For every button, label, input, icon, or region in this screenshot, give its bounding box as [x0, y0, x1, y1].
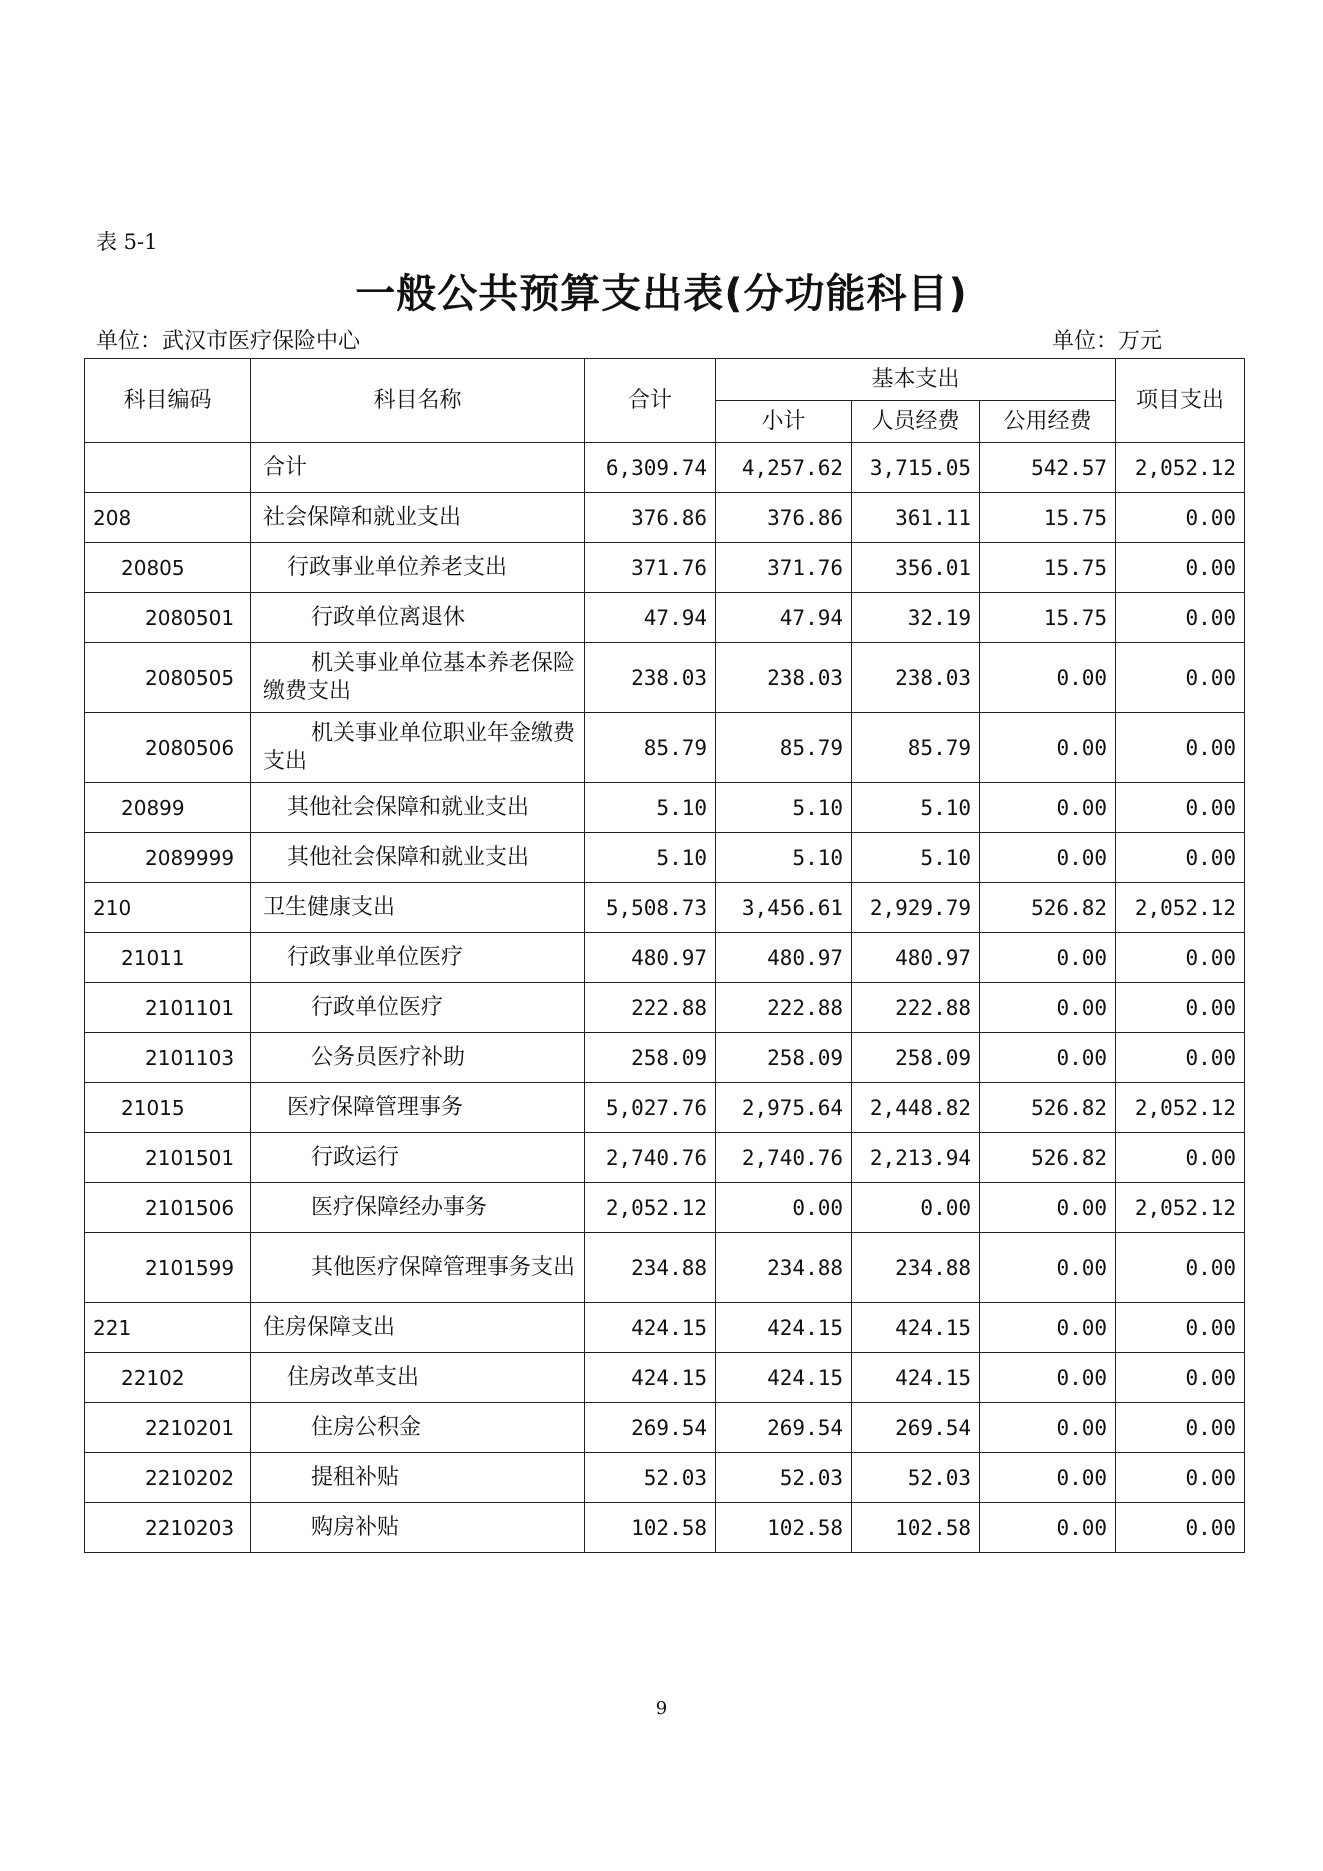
cell-subtotal: 47.94: [716, 593, 852, 643]
cell-subtotal: 480.97: [716, 933, 852, 983]
cell-personnel: 361.11: [852, 493, 980, 543]
table-row: [85, 1303, 1245, 1353]
cell-code: 2080501: [85, 593, 251, 643]
table-row: [85, 493, 1245, 543]
budget-table: [84, 358, 1245, 1553]
cell-code: 2210201: [85, 1403, 251, 1453]
cell-public: 526.82: [980, 883, 1116, 933]
cell-public: 0.00: [980, 1453, 1116, 1503]
cell-total: 5.10: [585, 783, 716, 833]
cell-personnel: 32.19: [852, 593, 980, 643]
cell-name: 行政事业单位医疗: [251, 933, 585, 983]
cell-project: 0.00: [1116, 643, 1245, 713]
cell-personnel: 238.03: [852, 643, 980, 713]
cell-project: 0.00: [1116, 543, 1245, 593]
table-row: [85, 1083, 1245, 1133]
cell-total: 222.88: [585, 983, 716, 1033]
table-row: [85, 1453, 1245, 1503]
cell-project: 0.00: [1116, 1503, 1245, 1553]
table-row: [85, 1403, 1245, 1453]
cell-subtotal: 376.86: [716, 493, 852, 543]
cell-code: 2101103: [85, 1033, 251, 1083]
cell-project: 0.00: [1116, 1453, 1245, 1503]
header-basic-group: 基本支出: [716, 359, 1116, 401]
cell-total: 2,740.76: [585, 1133, 716, 1183]
cell-public: 0.00: [980, 1403, 1116, 1453]
cell-code: 2101501: [85, 1133, 251, 1183]
cell-total: 424.15: [585, 1353, 716, 1403]
table-row: [85, 1233, 1245, 1303]
cell-name: 公务员医疗补助: [251, 1033, 585, 1083]
cell-personnel: 5.10: [852, 833, 980, 883]
cell-total: 5.10: [585, 833, 716, 883]
page-number: 9: [655, 1698, 668, 1719]
cell-project: 0.00: [1116, 1233, 1245, 1303]
cell-total: 2,052.12: [585, 1183, 716, 1233]
cell-total: 238.03: [585, 643, 716, 713]
table-row: [85, 543, 1245, 593]
cell-personnel: 0.00: [852, 1183, 980, 1233]
cell-code: [85, 443, 251, 493]
cell-project: 0.00: [1116, 933, 1245, 983]
cell-code: 22102: [85, 1353, 251, 1403]
cell-name: 合计: [251, 443, 585, 493]
table-row: [85, 1503, 1245, 1553]
cell-project: 0.00: [1116, 1403, 1245, 1453]
table-row: [85, 783, 1245, 833]
unit-currency: 单位：万元: [1052, 329, 1163, 354]
cell-total: 102.58: [585, 1503, 716, 1553]
cell-project: 2,052.12: [1116, 1083, 1245, 1133]
table-number: 表 5-1: [96, 230, 158, 254]
cell-project: 0.00: [1116, 713, 1245, 783]
cell-subtotal: 5.10: [716, 783, 852, 833]
table-row: [85, 883, 1245, 933]
cell-subtotal: 0.00: [716, 1183, 852, 1233]
table-body: [85, 443, 1245, 1553]
cell-total: 376.86: [585, 493, 716, 543]
cell-name: 住房保障支出: [251, 1303, 585, 1353]
cell-subtotal: 5.10: [716, 833, 852, 883]
cell-subtotal: 424.15: [716, 1303, 852, 1353]
cell-name: 行政事业单位养老支出: [251, 543, 585, 593]
cell-subtotal: 234.88: [716, 1233, 852, 1303]
cell-personnel: 480.97: [852, 933, 980, 983]
table-row: [85, 1183, 1245, 1233]
cell-subtotal: 2,975.64: [716, 1083, 852, 1133]
cell-personnel: 258.09: [852, 1033, 980, 1083]
cell-total: 47.94: [585, 593, 716, 643]
cell-code: 21011: [85, 933, 251, 983]
cell-public: 0.00: [980, 643, 1116, 713]
cell-code: 2080505: [85, 643, 251, 713]
cell-personnel: 356.01: [852, 543, 980, 593]
cell-public: 15.75: [980, 543, 1116, 593]
cell-total: 85.79: [585, 713, 716, 783]
table-row: [85, 593, 1245, 643]
cell-personnel: 424.15: [852, 1353, 980, 1403]
cell-code: 2101599: [85, 1233, 251, 1303]
cell-subtotal: 258.09: [716, 1033, 852, 1083]
cell-project: 0.00: [1116, 493, 1245, 543]
cell-code: 2101506: [85, 1183, 251, 1233]
cell-code: 210: [85, 883, 251, 933]
cell-code: 221: [85, 1303, 251, 1353]
cell-public: 0.00: [980, 783, 1116, 833]
cell-name: 住房公积金: [251, 1403, 585, 1453]
cell-personnel: 5.10: [852, 783, 980, 833]
cell-code: 2210202: [85, 1453, 251, 1503]
cell-name: 提租补贴: [251, 1453, 585, 1503]
cell-personnel: 234.88: [852, 1233, 980, 1303]
cell-name: 医疗保障经办事务: [251, 1183, 585, 1233]
cell-name: 社会保障和就业支出: [251, 493, 585, 543]
cell-subtotal: 424.15: [716, 1353, 852, 1403]
header-subtotal: 小计: [716, 401, 852, 443]
table-row: [85, 643, 1245, 713]
cell-project: 0.00: [1116, 1133, 1245, 1183]
cell-name: 购房补贴: [251, 1503, 585, 1553]
cell-code: 2101101: [85, 983, 251, 1033]
cell-project: 0.00: [1116, 833, 1245, 883]
cell-code: 21015: [85, 1083, 251, 1133]
cell-project: 2,052.12: [1116, 883, 1245, 933]
table-row: [85, 983, 1245, 1033]
cell-personnel: 424.15: [852, 1303, 980, 1353]
cell-subtotal: 269.54: [716, 1403, 852, 1453]
header-personnel: 人员经费: [852, 401, 980, 443]
cell-project: 0.00: [1116, 1033, 1245, 1083]
table-row: [85, 933, 1245, 983]
table-row-total: [85, 443, 1245, 493]
table-row: [85, 713, 1245, 783]
cell-total: 371.76: [585, 543, 716, 593]
cell-project: 2,052.12: [1116, 443, 1245, 493]
cell-personnel: 2,448.82: [852, 1083, 980, 1133]
cell-personnel: 222.88: [852, 983, 980, 1033]
page-title: 一般公共预算支出表(分功能科目): [355, 271, 968, 317]
cell-public: 15.75: [980, 493, 1116, 543]
header-code: 科目编码: [85, 359, 251, 443]
cell-name: 医疗保障管理事务: [251, 1083, 585, 1133]
cell-total: 480.97: [585, 933, 716, 983]
cell-public: 0.00: [980, 1353, 1116, 1403]
table-header: [85, 359, 1245, 443]
cell-name: 行政运行: [251, 1133, 585, 1183]
cell-total: 52.03: [585, 1453, 716, 1503]
cell-public: 526.82: [980, 1133, 1116, 1183]
cell-personnel: 85.79: [852, 713, 980, 783]
header-public: 公用经费: [980, 401, 1116, 443]
cell-total: 6,309.74: [585, 443, 716, 493]
cell-public: 15.75: [980, 593, 1116, 643]
cell-name: 行政单位离退休: [251, 593, 585, 643]
cell-code: 2089999: [85, 833, 251, 883]
cell-total: 5,508.73: [585, 883, 716, 933]
cell-public: 526.82: [980, 1083, 1116, 1133]
cell-project: 0.00: [1116, 1303, 1245, 1353]
table-row: [85, 1133, 1245, 1183]
cell-name: 卫生健康支出: [251, 883, 585, 933]
table-row: [85, 833, 1245, 883]
cell-name: 其他医疗保障管理事务支出: [251, 1233, 585, 1303]
cell-subtotal: 52.03: [716, 1453, 852, 1503]
cell-personnel: 3,715.05: [852, 443, 980, 493]
cell-public: 0.00: [980, 713, 1116, 783]
cell-personnel: 269.54: [852, 1403, 980, 1453]
cell-project: 0.00: [1116, 783, 1245, 833]
cell-project: 2,052.12: [1116, 1183, 1245, 1233]
cell-name: 其他社会保障和就业支出: [251, 833, 585, 883]
cell-project: 0.00: [1116, 1353, 1245, 1403]
unit-organization: 单位：武汉市医疗保险中心: [96, 329, 361, 354]
cell-public: 0.00: [980, 983, 1116, 1033]
cell-code: 20805: [85, 543, 251, 593]
cell-public: 542.57: [980, 443, 1116, 493]
cell-name: 住房改革支出: [251, 1353, 585, 1403]
cell-code: 20899: [85, 783, 251, 833]
cell-subtotal: 371.76: [716, 543, 852, 593]
cell-subtotal: 222.88: [716, 983, 852, 1033]
cell-public: 0.00: [980, 933, 1116, 983]
cell-public: 0.00: [980, 1033, 1116, 1083]
table-row: [85, 1353, 1245, 1403]
cell-public: 0.00: [980, 1233, 1116, 1303]
header-total: 合计: [585, 359, 716, 443]
cell-project: 0.00: [1116, 593, 1245, 643]
cell-name: 机关事业单位职业年金缴费支出: [251, 713, 585, 783]
cell-code: 208: [85, 493, 251, 543]
cell-public: 0.00: [980, 1503, 1116, 1553]
header-project: 项目支出: [1116, 359, 1245, 443]
cell-name: 行政单位医疗: [251, 983, 585, 1033]
cell-total: 424.15: [585, 1303, 716, 1353]
cell-subtotal: 238.03: [716, 643, 852, 713]
cell-name: 机关事业单位基本养老保险缴费支出: [251, 643, 585, 713]
cell-project: 0.00: [1116, 983, 1245, 1033]
cell-personnel: 52.03: [852, 1453, 980, 1503]
cell-personnel: 2,213.94: [852, 1133, 980, 1183]
cell-subtotal: 2,740.76: [716, 1133, 852, 1183]
cell-name: 其他社会保障和就业支出: [251, 783, 585, 833]
cell-public: 0.00: [980, 1303, 1116, 1353]
cell-personnel: 2,929.79: [852, 883, 980, 933]
cell-public: 0.00: [980, 1183, 1116, 1233]
cell-personnel: 102.58: [852, 1503, 980, 1553]
cell-code: 2080506: [85, 713, 251, 783]
header-name: 科目名称: [251, 359, 585, 443]
cell-total: 258.09: [585, 1033, 716, 1083]
cell-total: 269.54: [585, 1403, 716, 1453]
cell-subtotal: 85.79: [716, 713, 852, 783]
cell-total: 5,027.76: [585, 1083, 716, 1133]
cell-total: 234.88: [585, 1233, 716, 1303]
table-row: [85, 1033, 1245, 1083]
cell-code: 2210203: [85, 1503, 251, 1553]
cell-public: 0.00: [980, 833, 1116, 883]
cell-subtotal: 102.58: [716, 1503, 852, 1553]
cell-subtotal: 3,456.61: [716, 883, 852, 933]
cell-subtotal: 4,257.62: [716, 443, 852, 493]
